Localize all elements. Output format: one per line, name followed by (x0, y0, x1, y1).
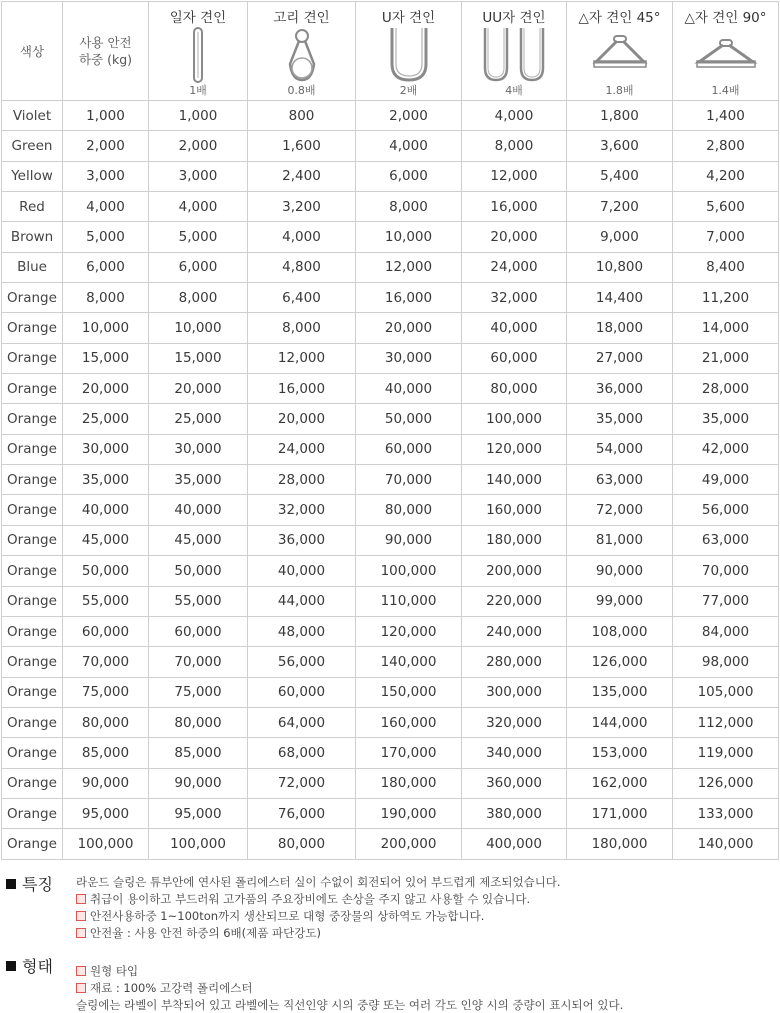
hitch-load-cell: 133,000 (673, 798, 779, 828)
table-row (2, 738, 779, 768)
table-row (2, 616, 779, 646)
safe-load-cell: 45,000 (63, 525, 149, 555)
sling-color-cell: Orange (2, 768, 63, 798)
hitch-load-cell: 119,000 (673, 738, 779, 768)
hitch-load-cell: 63,000 (567, 465, 673, 495)
hitch-load-cell: 4,000 (356, 131, 462, 161)
hitch-load-cell: 8,000 (248, 313, 356, 343)
hitch-load-cell: 11,200 (673, 283, 779, 313)
hitch-load-cell: 72,000 (567, 495, 673, 525)
hitch-load-cell: 56,000 (248, 647, 356, 677)
table-row (2, 283, 779, 313)
hitch-load-cell: 35,000 (673, 404, 779, 434)
safe-load-cell: 40,000 (63, 495, 149, 525)
u-sling-icon (384, 26, 434, 84)
hitch-load-cell: 64,000 (248, 707, 356, 737)
hitch-load-cell: 126,000 (673, 768, 779, 798)
hitch-load-cell: 153,000 (567, 738, 673, 768)
sling-color-cell: Orange (2, 465, 63, 495)
hitch-load-cell: 35,000 (567, 404, 673, 434)
table-row (2, 829, 779, 859)
hitch-load-cell: 70,000 (149, 647, 248, 677)
triangle-45-sling-icon (590, 26, 650, 84)
hitch-load-cell: 30,000 (149, 434, 248, 464)
header-safe-load: 사용 안전 하중 (kg) (63, 2, 149, 101)
hitch-load-cell: 14,000 (673, 313, 779, 343)
hitch-load-cell: 4,000 (149, 192, 248, 222)
features-line (76, 908, 776, 925)
hitch-load-cell: 20,000 (356, 313, 462, 343)
sling-color-cell: Blue (2, 252, 63, 282)
hitch-load-cell: 40,000 (248, 556, 356, 586)
hitch-load-cell: 84,000 (673, 616, 779, 646)
header-double-u-hitch: UU자 견인 4배 (462, 2, 567, 101)
hitch-load-cell: 200,000 (356, 829, 462, 859)
hitch-load-cell: 2,000 (356, 101, 462, 131)
hitch-load-cell: 63,000 (673, 525, 779, 555)
triangle-90-sling-icon (694, 26, 758, 84)
safe-load-cell: 30,000 (63, 434, 149, 464)
hitch-load-cell: 70,000 (673, 556, 779, 586)
hitch-load-cell: 49,000 (673, 465, 779, 495)
hitch-load-cell: 80,000 (462, 374, 567, 404)
hitch-load-cell: 27,000 (567, 343, 673, 373)
hitch-load-cell: 24,000 (248, 434, 356, 464)
hitch-load-cell: 36,000 (567, 374, 673, 404)
choker-sling-icon (280, 26, 324, 84)
hitch-load-cell: 400,000 (462, 829, 567, 859)
straight-sling-icon (188, 26, 208, 84)
header-choker-hitch: 고리 견인 0.8배 (248, 2, 356, 101)
hitch-load-cell: 28,000 (248, 465, 356, 495)
table-row (2, 525, 779, 555)
hitch-load-cell: 380,000 (462, 798, 567, 828)
hitch-load-cell: 20,000 (462, 222, 567, 252)
hitch-load-cell: 8,000 (462, 131, 567, 161)
safe-load-cell: 90,000 (63, 768, 149, 798)
table-row (2, 495, 779, 525)
hitch-load-cell: 60,000 (248, 677, 356, 707)
hitch-load-cell: 80,000 (248, 829, 356, 859)
hitch-load-cell: 90,000 (149, 768, 248, 798)
features-line-text: 안전율 : 사용 안전 하중의 6배(제품 파단강도) (90, 926, 321, 940)
sling-color-cell: Orange (2, 525, 63, 555)
table-row (2, 647, 779, 677)
hitch-load-cell: 30,000 (356, 343, 462, 373)
hitch-load-cell: 16,000 (248, 374, 356, 404)
hitch-load-cell: 35,000 (149, 465, 248, 495)
table-row (2, 404, 779, 434)
hitch-load-cell: 4,000 (248, 222, 356, 252)
features-line (76, 925, 776, 942)
sling-color-cell: Orange (2, 343, 63, 373)
table-row (2, 798, 779, 828)
hitch-load-cell: 56,000 (673, 495, 779, 525)
table-row (2, 434, 779, 464)
sling-color-cell: Orange (2, 616, 63, 646)
table-row (2, 707, 779, 737)
hitch-load-cell: 90,000 (567, 556, 673, 586)
safe-load-cell: 95,000 (63, 798, 149, 828)
hitch-load-cell: 340,000 (462, 738, 567, 768)
hitch-load-cell: 99,000 (567, 586, 673, 616)
features-line-text: 안전사용하중 1~100ton까지 생산되므로 대형 중장물의 상하역도 가능합니다. (90, 909, 485, 923)
hitch-load-cell: 120,000 (356, 616, 462, 646)
table-row (2, 556, 779, 586)
checkbox-bullet-icon (76, 894, 86, 904)
hitch-load-cell: 7,000 (673, 222, 779, 252)
hitch-load-cell: 98,000 (673, 647, 779, 677)
hitch-load-cell: 140,000 (462, 465, 567, 495)
hitch-load-cell: 126,000 (567, 647, 673, 677)
hitch-load-cell: 14,400 (567, 283, 673, 313)
hitch-load-cell: 280,000 (462, 647, 567, 677)
hitch-load-cell: 3,000 (149, 161, 248, 191)
hitch-load-cell: 10,000 (149, 313, 248, 343)
form-line (76, 980, 776, 997)
hitch-load-cell: 45,000 (149, 525, 248, 555)
hitch-load-cell: 240,000 (462, 616, 567, 646)
hitch-load-cell: 100,000 (356, 556, 462, 586)
hitch-load-cell: 6,000 (149, 252, 248, 282)
table-row (2, 677, 779, 707)
header-straight-hitch: 일자 견인 1배 (149, 2, 248, 101)
square-bullet-icon (6, 879, 16, 889)
hitch-load-cell: 21,000 (673, 343, 779, 373)
hitch-load-cell: 2,000 (149, 131, 248, 161)
hitch-load-cell: 80,000 (356, 495, 462, 525)
safe-load-cell: 6,000 (63, 252, 149, 282)
features-line-text: 라운드 슬링은 튜부안에 연사된 폴리에스터 실이 수없이 회전되어 있어 부드럽게 제조되었습니다. (76, 875, 561, 889)
hitch-load-cell: 32,000 (248, 495, 356, 525)
hitch-load-cell: 15,000 (149, 343, 248, 373)
hitch-load-cell: 10,800 (567, 252, 673, 282)
hitch-load-cell: 7,200 (567, 192, 673, 222)
hitch-load-cell: 75,000 (149, 677, 248, 707)
hitch-load-cell: 40,000 (462, 313, 567, 343)
hitch-load-cell: 5,400 (567, 161, 673, 191)
sling-color-cell: Orange (2, 283, 63, 313)
hitch-load-cell: 180,000 (462, 525, 567, 555)
hitch-load-cell: 40,000 (356, 374, 462, 404)
hitch-load-cell: 70,000 (356, 465, 462, 495)
hitch-load-cell: 160,000 (462, 495, 567, 525)
hitch-load-cell: 2,400 (248, 161, 356, 191)
sling-color-cell: Green (2, 131, 63, 161)
hitch-load-cell: 162,000 (567, 768, 673, 798)
safe-load-cell: 70,000 (63, 647, 149, 677)
hitch-load-cell: 1,400 (673, 101, 779, 131)
table-row (2, 768, 779, 798)
sling-color-cell: Orange (2, 738, 63, 768)
hitch-load-cell: 12,000 (248, 343, 356, 373)
table-row (2, 222, 779, 252)
hitch-load-cell: 360,000 (462, 768, 567, 798)
hitch-load-cell: 60,000 (149, 616, 248, 646)
form-line-text: 원형 타입 (90, 964, 139, 978)
table-row (2, 313, 779, 343)
hitch-load-cell: 77,000 (673, 586, 779, 616)
hitch-load-cell: 1,800 (567, 101, 673, 131)
hitch-load-cell: 2,800 (673, 131, 779, 161)
sling-color-cell: Yellow (2, 161, 63, 191)
safe-load-cell: 25,000 (63, 404, 149, 434)
sling-color-cell: Orange (2, 374, 63, 404)
table-row (2, 101, 779, 131)
form-line-text: 재료 : 100% 고강력 폴리에스터 (90, 981, 253, 995)
safe-load-cell: 60,000 (63, 616, 149, 646)
sling-color-cell: Brown (2, 222, 63, 252)
hitch-load-cell: 20,000 (248, 404, 356, 434)
form-title: 형태 (6, 954, 53, 977)
table-row (2, 131, 779, 161)
safe-load-cell: 5,000 (63, 222, 149, 252)
table-row (2, 161, 779, 191)
sling-color-cell: Orange (2, 586, 63, 616)
safe-load-cell: 10,000 (63, 313, 149, 343)
hitch-load-cell: 4,800 (248, 252, 356, 282)
hitch-load-cell: 4,200 (673, 161, 779, 191)
hitch-load-cell: 100,000 (462, 404, 567, 434)
hitch-load-cell: 85,000 (149, 738, 248, 768)
safe-load-cell: 2,000 (63, 131, 149, 161)
hitch-load-cell: 40,000 (149, 495, 248, 525)
safe-load-cell: 75,000 (63, 677, 149, 707)
hitch-load-cell: 50,000 (149, 556, 248, 586)
form-line (76, 997, 776, 1013)
hitch-load-cell: 190,000 (356, 798, 462, 828)
hitch-load-cell: 16,000 (356, 283, 462, 313)
hitch-load-cell: 42,000 (673, 434, 779, 464)
safe-load-cell: 1,000 (63, 101, 149, 131)
hitch-load-cell: 5,000 (149, 222, 248, 252)
checkbox-bullet-icon (76, 966, 86, 976)
hitch-load-cell: 5,600 (673, 192, 779, 222)
header-color: 색상 (2, 2, 63, 101)
hitch-load-cell: 90,000 (356, 525, 462, 555)
hitch-load-cell: 8,000 (149, 283, 248, 313)
hitch-load-cell: 200,000 (462, 556, 567, 586)
hitch-load-cell: 12,000 (356, 252, 462, 282)
hitch-load-cell: 20,000 (149, 374, 248, 404)
hitch-load-cell: 140,000 (673, 829, 779, 859)
hitch-load-cell: 320,000 (462, 707, 567, 737)
table-row (2, 374, 779, 404)
hitch-load-cell: 1,000 (149, 101, 248, 131)
hitch-load-cell: 24,000 (462, 252, 567, 282)
hitch-load-cell: 140,000 (356, 647, 462, 677)
sling-color-cell: Orange (2, 647, 63, 677)
hitch-load-cell: 220,000 (462, 586, 567, 616)
hitch-load-cell: 4,000 (462, 101, 567, 131)
hitch-load-cell: 81,000 (567, 525, 673, 555)
hitch-load-cell: 28,000 (673, 374, 779, 404)
header-triangle-90-hitch: △자 견인 90° 1.4배 (673, 2, 779, 101)
hitch-load-cell: 32,000 (462, 283, 567, 313)
sling-color-cell: Orange (2, 556, 63, 586)
form-line-text: 슬링에는 라벨이 부착되어 있고 라벨에는 직선인양 시의 중량 또는 여러 각도 인양 시의 중량이 표시되어 있다. (76, 998, 624, 1012)
hitch-load-cell: 100,000 (149, 829, 248, 859)
sling-color-cell: Orange (2, 495, 63, 525)
hitch-load-cell: 300,000 (462, 677, 567, 707)
safe-load-cell: 8,000 (63, 283, 149, 313)
safe-load-cell: 3,000 (63, 161, 149, 191)
load-capacity-table (1, 1, 779, 860)
features-title: 특징 (6, 872, 53, 895)
features-line (76, 891, 776, 908)
sling-color-cell: Orange (2, 677, 63, 707)
hitch-load-cell: 76,000 (248, 798, 356, 828)
sling-color-cell: Violet (2, 101, 63, 131)
safe-load-cell: 50,000 (63, 556, 149, 586)
safe-load-cell: 85,000 (63, 738, 149, 768)
sling-color-cell: Orange (2, 798, 63, 828)
hitch-load-cell: 6,000 (356, 161, 462, 191)
header-u-hitch: U자 견인 2배 (356, 2, 462, 101)
checkbox-bullet-icon (76, 983, 86, 993)
safe-load-cell: 100,000 (63, 829, 149, 859)
sling-color-cell: Orange (2, 707, 63, 737)
hitch-load-cell: 112,000 (673, 707, 779, 737)
hitch-load-cell: 16,000 (462, 192, 567, 222)
hitch-load-cell: 8,000 (356, 192, 462, 222)
hitch-load-cell: 60,000 (356, 434, 462, 464)
sling-color-cell: Orange (2, 404, 63, 434)
features-line (76, 874, 776, 891)
hitch-load-cell: 135,000 (567, 677, 673, 707)
hitch-load-cell: 10,000 (356, 222, 462, 252)
safe-load-cell: 4,000 (63, 192, 149, 222)
hitch-load-cell: 170,000 (356, 738, 462, 768)
table-row (2, 192, 779, 222)
hitch-load-cell: 55,000 (149, 586, 248, 616)
hitch-load-cell: 3,600 (567, 131, 673, 161)
sling-color-cell: Orange (2, 434, 63, 464)
hitch-load-cell: 171,000 (567, 798, 673, 828)
table-row (2, 465, 779, 495)
hitch-load-cell: 6,400 (248, 283, 356, 313)
safe-load-cell: 35,000 (63, 465, 149, 495)
safe-load-cell: 20,000 (63, 374, 149, 404)
hitch-load-cell: 12,000 (462, 161, 567, 191)
hitch-load-cell: 110,000 (356, 586, 462, 616)
hitch-load-cell: 150,000 (356, 677, 462, 707)
hitch-load-cell: 3,200 (248, 192, 356, 222)
square-bullet-icon (6, 961, 16, 971)
hitch-load-cell: 50,000 (356, 404, 462, 434)
hitch-load-cell: 144,000 (567, 707, 673, 737)
hitch-load-cell: 8,400 (673, 252, 779, 282)
checkbox-bullet-icon (76, 911, 86, 921)
hitch-load-cell: 180,000 (356, 768, 462, 798)
hitch-load-cell: 9,000 (567, 222, 673, 252)
sling-color-cell: Red (2, 192, 63, 222)
header-triangle-45-hitch: △자 견인 45° 1.8배 (567, 2, 673, 101)
sling-color-cell: Orange (2, 313, 63, 343)
checkbox-bullet-icon (76, 928, 86, 938)
hitch-load-cell: 54,000 (567, 434, 673, 464)
hitch-load-cell: 105,000 (673, 677, 779, 707)
hitch-load-cell: 180,000 (567, 829, 673, 859)
form-line (76, 963, 776, 980)
hitch-load-cell: 120,000 (462, 434, 567, 464)
safe-load-cell: 55,000 (63, 586, 149, 616)
double-u-sling-icon (481, 26, 547, 84)
hitch-load-cell: 800 (248, 101, 356, 131)
features-line-text: 취급이 용이하고 부드러워 고가품의 주요장비에도 손상을 주지 않고 사용할 수 있습니다. (90, 892, 531, 906)
hitch-load-cell: 1,600 (248, 131, 356, 161)
hitch-load-cell: 18,000 (567, 313, 673, 343)
table-row (2, 343, 779, 373)
hitch-load-cell: 108,000 (567, 616, 673, 646)
hitch-load-cell: 44,000 (248, 586, 356, 616)
hitch-load-cell: 36,000 (248, 525, 356, 555)
safe-load-cell: 15,000 (63, 343, 149, 373)
hitch-load-cell: 60,000 (462, 343, 567, 373)
hitch-load-cell: 72,000 (248, 768, 356, 798)
hitch-load-cell: 48,000 (248, 616, 356, 646)
hitch-load-cell: 95,000 (149, 798, 248, 828)
sling-color-cell: Orange (2, 829, 63, 859)
table-row (2, 252, 779, 282)
hitch-load-cell: 68,000 (248, 738, 356, 768)
hitch-load-cell: 160,000 (356, 707, 462, 737)
table-row (2, 586, 779, 616)
hitch-load-cell: 80,000 (149, 707, 248, 737)
safe-load-cell: 80,000 (63, 707, 149, 737)
hitch-load-cell: 25,000 (149, 404, 248, 434)
